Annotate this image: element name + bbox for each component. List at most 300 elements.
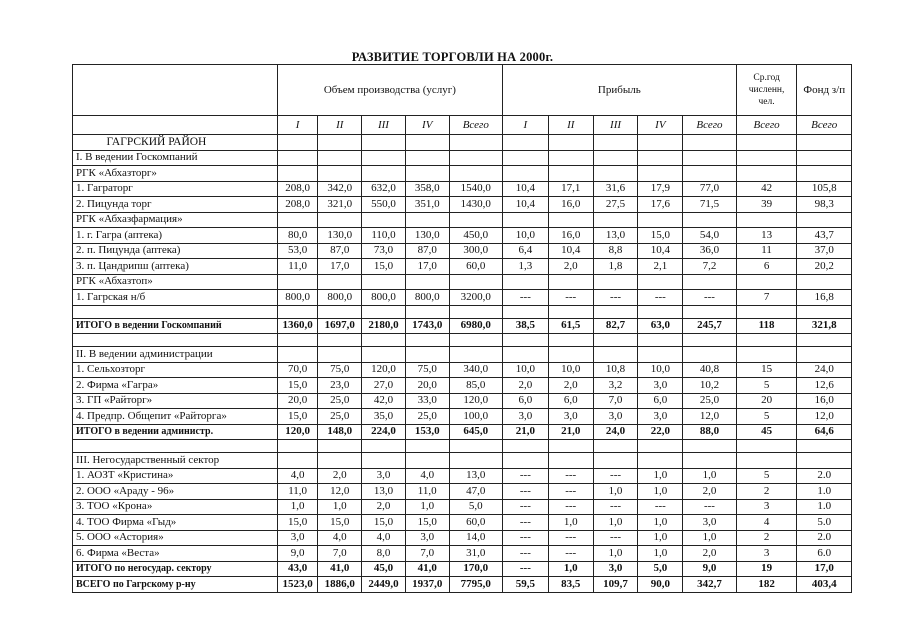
value-cell: 3 bbox=[736, 499, 797, 515]
value-cell bbox=[449, 212, 502, 228]
value-cell: 2.0 bbox=[797, 468, 852, 484]
value-cell bbox=[736, 274, 797, 290]
value-cell: 632,0 bbox=[362, 181, 406, 197]
value-cell: 2180,0 bbox=[362, 318, 406, 334]
section-row bbox=[73, 212, 852, 228]
value-cell bbox=[449, 305, 502, 318]
value-cell: 3,0 bbox=[362, 468, 406, 484]
value-cell: --- bbox=[593, 468, 638, 484]
value-cell bbox=[318, 135, 362, 151]
value-cell bbox=[362, 453, 406, 469]
value-cell: 1.0 bbox=[797, 499, 852, 515]
value-cell bbox=[638, 305, 683, 318]
value-cell: 27,0 bbox=[362, 378, 406, 394]
value-cell bbox=[797, 212, 852, 228]
value-cell bbox=[449, 166, 502, 182]
header-production: Объем производства (услуг) bbox=[277, 65, 502, 116]
value-cell: --- bbox=[593, 530, 638, 546]
value-cell: 45,0 bbox=[362, 561, 406, 577]
value-cell: 1,3 bbox=[502, 259, 548, 275]
total-row bbox=[73, 424, 852, 440]
value-cell: 1,0 bbox=[405, 499, 449, 515]
value-cell: 1,0 bbox=[593, 515, 638, 531]
value-cell: --- bbox=[502, 530, 548, 546]
value-cell bbox=[683, 347, 736, 363]
value-cell bbox=[593, 440, 638, 453]
value-cell: 4,0 bbox=[318, 530, 362, 546]
value-cell: 31,0 bbox=[449, 546, 502, 562]
value-cell: 208,0 bbox=[277, 181, 318, 197]
value-cell bbox=[638, 347, 683, 363]
row-name-cell: ГАГРСКИЙ РАЙОН bbox=[73, 135, 278, 151]
trade-development-table bbox=[72, 64, 852, 593]
value-cell: 1,0 bbox=[548, 561, 593, 577]
value-cell: 2,0 bbox=[548, 259, 593, 275]
value-cell: 25,0 bbox=[318, 409, 362, 425]
value-cell: 43,7 bbox=[797, 228, 852, 244]
value-cell: 45 bbox=[736, 424, 797, 440]
value-cell: --- bbox=[593, 499, 638, 515]
value-cell bbox=[797, 440, 852, 453]
value-cell bbox=[736, 305, 797, 318]
value-cell: 7,0 bbox=[593, 393, 638, 409]
value-cell: 800,0 bbox=[362, 290, 406, 306]
value-cell: 88,0 bbox=[683, 424, 736, 440]
value-cell bbox=[593, 305, 638, 318]
value-cell: 1743,0 bbox=[405, 318, 449, 334]
value-cell: --- bbox=[548, 546, 593, 562]
header-row-groups bbox=[73, 65, 852, 116]
value-cell: 153,0 bbox=[405, 424, 449, 440]
value-cell bbox=[362, 305, 406, 318]
value-cell bbox=[683, 212, 736, 228]
value-cell: 59,5 bbox=[502, 577, 548, 593]
row-name-cell: РГК «Абхазтоп» bbox=[73, 274, 278, 290]
value-cell: 1,0 bbox=[638, 468, 683, 484]
row-name-cell: 6. Фирма «Веста» bbox=[73, 546, 278, 562]
region-row bbox=[73, 135, 852, 151]
spacer-row bbox=[73, 440, 852, 453]
value-cell bbox=[548, 305, 593, 318]
table-row bbox=[73, 181, 852, 197]
table-row bbox=[73, 362, 852, 378]
value-cell: 36,0 bbox=[683, 243, 736, 259]
row-name-cell: 1. Сельхозторг bbox=[73, 362, 278, 378]
value-cell: 42,0 bbox=[362, 393, 406, 409]
value-cell: 15,0 bbox=[638, 228, 683, 244]
value-cell: 11,0 bbox=[277, 484, 318, 500]
value-cell: 340,0 bbox=[449, 362, 502, 378]
value-cell: 20,0 bbox=[405, 378, 449, 394]
value-cell: 1,8 bbox=[593, 259, 638, 275]
value-cell: 35,0 bbox=[362, 409, 406, 425]
value-cell: 5,0 bbox=[449, 499, 502, 515]
value-cell: 17,6 bbox=[638, 197, 683, 213]
row-name-cell: ВСЕГО по Гагрскому р-ну bbox=[73, 577, 278, 593]
value-cell: 17,0 bbox=[405, 259, 449, 275]
value-cell bbox=[405, 453, 449, 469]
value-cell bbox=[548, 274, 593, 290]
value-cell: 87,0 bbox=[318, 243, 362, 259]
value-cell: 39 bbox=[736, 197, 797, 213]
value-cell: 2.0 bbox=[797, 530, 852, 546]
value-cell: 12,0 bbox=[318, 484, 362, 500]
value-cell bbox=[683, 150, 736, 166]
value-cell: 2,0 bbox=[502, 378, 548, 394]
value-cell: 11,0 bbox=[277, 259, 318, 275]
header-profit: Прибыль bbox=[502, 65, 736, 116]
value-cell: 120,0 bbox=[449, 393, 502, 409]
value-cell bbox=[593, 453, 638, 469]
value-cell bbox=[683, 453, 736, 469]
value-cell: 15,0 bbox=[277, 409, 318, 425]
value-cell bbox=[548, 453, 593, 469]
value-cell bbox=[502, 212, 548, 228]
row-name-cell: 4. ТОО Фирма «Гыд» bbox=[73, 515, 278, 531]
value-cell bbox=[318, 347, 362, 363]
row-name-cell bbox=[73, 305, 278, 318]
value-cell: --- bbox=[548, 499, 593, 515]
value-cell: 25,0 bbox=[683, 393, 736, 409]
value-cell bbox=[502, 305, 548, 318]
value-cell: 61,5 bbox=[548, 318, 593, 334]
value-cell: 351,0 bbox=[405, 197, 449, 213]
table-row bbox=[73, 378, 852, 394]
value-cell: 2,0 bbox=[362, 499, 406, 515]
value-cell: 1360,0 bbox=[277, 318, 318, 334]
value-cell: 80,0 bbox=[277, 228, 318, 244]
value-cell bbox=[736, 347, 797, 363]
value-cell bbox=[593, 212, 638, 228]
value-cell bbox=[449, 334, 502, 347]
value-cell: 73,0 bbox=[362, 243, 406, 259]
table-row bbox=[73, 243, 852, 259]
value-cell: 109,7 bbox=[593, 577, 638, 593]
value-cell: 2,0 bbox=[318, 468, 362, 484]
section-row bbox=[73, 166, 852, 182]
table-row bbox=[73, 290, 852, 306]
value-cell: 22,0 bbox=[638, 424, 683, 440]
profit-q-total-header: Всего bbox=[683, 116, 736, 135]
value-cell: 358,0 bbox=[405, 181, 449, 197]
value-cell bbox=[548, 212, 593, 228]
value-cell bbox=[502, 166, 548, 182]
value-cell: 24,0 bbox=[797, 362, 852, 378]
value-cell: 37,0 bbox=[797, 243, 852, 259]
value-cell bbox=[638, 453, 683, 469]
value-cell bbox=[277, 150, 318, 166]
value-cell: 6,0 bbox=[502, 393, 548, 409]
value-cell bbox=[683, 135, 736, 151]
value-cell bbox=[638, 212, 683, 228]
value-cell bbox=[638, 440, 683, 453]
value-cell: 33,0 bbox=[405, 393, 449, 409]
value-cell bbox=[362, 135, 406, 151]
total-row bbox=[73, 577, 852, 593]
value-cell bbox=[318, 305, 362, 318]
row-name-cell bbox=[73, 440, 278, 453]
value-cell bbox=[797, 347, 852, 363]
value-cell bbox=[797, 334, 852, 347]
value-cell: 1.0 bbox=[797, 484, 852, 500]
value-cell bbox=[502, 453, 548, 469]
table-row bbox=[73, 530, 852, 546]
value-cell bbox=[797, 305, 852, 318]
value-cell: --- bbox=[683, 290, 736, 306]
value-cell bbox=[318, 440, 362, 453]
value-cell: 3,0 bbox=[548, 409, 593, 425]
value-cell: 130,0 bbox=[405, 228, 449, 244]
production-q1-header: I bbox=[277, 116, 318, 135]
value-cell: 11 bbox=[736, 243, 797, 259]
table-row bbox=[73, 515, 852, 531]
value-cell: 25,0 bbox=[318, 393, 362, 409]
row-name-cell: ИТОГО в ведении администр. bbox=[73, 424, 278, 440]
value-cell bbox=[449, 150, 502, 166]
row-name-cell: 2. ООО «Араду - 96» bbox=[73, 484, 278, 500]
value-cell bbox=[362, 347, 406, 363]
value-cell bbox=[502, 135, 548, 151]
value-cell: --- bbox=[593, 290, 638, 306]
value-cell: 17,0 bbox=[318, 259, 362, 275]
value-cell: --- bbox=[502, 546, 548, 562]
value-cell bbox=[362, 274, 406, 290]
value-cell bbox=[277, 135, 318, 151]
value-cell: 550,0 bbox=[362, 197, 406, 213]
value-cell: 41,0 bbox=[318, 561, 362, 577]
value-cell bbox=[683, 274, 736, 290]
value-cell: 10,4 bbox=[638, 243, 683, 259]
value-cell: 71,5 bbox=[683, 197, 736, 213]
value-cell bbox=[277, 334, 318, 347]
value-cell: 20,2 bbox=[797, 259, 852, 275]
value-cell: 17,0 bbox=[797, 561, 852, 577]
value-cell bbox=[318, 150, 362, 166]
value-cell: 19 bbox=[736, 561, 797, 577]
document-title: РАЗВИТИЕ ТОРГОВЛИ НА 2000г. bbox=[351, 50, 554, 64]
value-cell: 6,0 bbox=[638, 393, 683, 409]
value-cell: 16,0 bbox=[797, 393, 852, 409]
value-cell: --- bbox=[502, 561, 548, 577]
value-cell: 3,0 bbox=[593, 409, 638, 425]
profit-q1-header: I bbox=[502, 116, 548, 135]
value-cell: 83,5 bbox=[548, 577, 593, 593]
value-cell bbox=[797, 135, 852, 151]
value-cell bbox=[405, 135, 449, 151]
value-cell: 60,0 bbox=[449, 515, 502, 531]
value-cell: 6,0 bbox=[548, 393, 593, 409]
value-cell: 3 bbox=[736, 546, 797, 562]
value-cell: 2,0 bbox=[683, 546, 736, 562]
value-cell bbox=[797, 274, 852, 290]
value-cell: --- bbox=[502, 499, 548, 515]
table-row bbox=[73, 546, 852, 562]
value-cell: 1523,0 bbox=[277, 577, 318, 593]
section-row bbox=[73, 150, 852, 166]
value-cell: 13 bbox=[736, 228, 797, 244]
value-cell: 342,0 bbox=[318, 181, 362, 197]
value-cell bbox=[405, 212, 449, 228]
avg-staff-total-header: Всего bbox=[736, 116, 797, 135]
wage-fund-total-header: Всего bbox=[797, 116, 852, 135]
value-cell: 98,3 bbox=[797, 197, 852, 213]
value-cell: 120,0 bbox=[277, 424, 318, 440]
value-cell: --- bbox=[638, 290, 683, 306]
value-cell: 75,0 bbox=[405, 362, 449, 378]
production-q2-header: II bbox=[318, 116, 362, 135]
value-cell: 1,0 bbox=[683, 468, 736, 484]
value-cell bbox=[405, 274, 449, 290]
header-row-quarters bbox=[73, 116, 852, 135]
value-cell: 1,0 bbox=[593, 546, 638, 562]
value-cell: 21,0 bbox=[548, 424, 593, 440]
value-cell: --- bbox=[502, 290, 548, 306]
value-cell: 20 bbox=[736, 393, 797, 409]
header-blank-cell bbox=[73, 65, 278, 116]
value-cell: 13,0 bbox=[362, 484, 406, 500]
value-cell: --- bbox=[548, 484, 593, 500]
value-cell: 4,0 bbox=[362, 530, 406, 546]
value-cell bbox=[736, 150, 797, 166]
value-cell: 12,6 bbox=[797, 378, 852, 394]
value-cell: 3,0 bbox=[502, 409, 548, 425]
value-cell: 10,0 bbox=[502, 362, 548, 378]
value-cell: 7,0 bbox=[318, 546, 362, 562]
value-cell: 10,0 bbox=[638, 362, 683, 378]
value-cell bbox=[449, 440, 502, 453]
value-cell: 21,0 bbox=[502, 424, 548, 440]
value-cell bbox=[502, 274, 548, 290]
value-cell: 42 bbox=[736, 181, 797, 197]
value-cell bbox=[318, 334, 362, 347]
value-cell: 3,0 bbox=[638, 378, 683, 394]
spacer-row bbox=[73, 305, 852, 318]
value-cell: 321,0 bbox=[318, 197, 362, 213]
table-row bbox=[73, 197, 852, 213]
value-cell: 110,0 bbox=[362, 228, 406, 244]
value-cell: 82,7 bbox=[593, 318, 638, 334]
value-cell: 8,0 bbox=[362, 546, 406, 562]
value-cell bbox=[502, 440, 548, 453]
value-cell: 20,0 bbox=[277, 393, 318, 409]
value-cell: --- bbox=[548, 530, 593, 546]
value-cell: 47,0 bbox=[449, 484, 502, 500]
value-cell: 130,0 bbox=[318, 228, 362, 244]
value-cell: 41,0 bbox=[405, 561, 449, 577]
row-name-cell: ИТОГО по негосудар. сектору bbox=[73, 561, 278, 577]
value-cell: --- bbox=[548, 468, 593, 484]
value-cell: 800,0 bbox=[405, 290, 449, 306]
value-cell: 1,0 bbox=[638, 484, 683, 500]
value-cell: --- bbox=[683, 499, 736, 515]
value-cell bbox=[736, 212, 797, 228]
value-cell: 12,0 bbox=[683, 409, 736, 425]
value-cell bbox=[548, 150, 593, 166]
value-cell: 15,0 bbox=[277, 378, 318, 394]
value-cell bbox=[736, 334, 797, 347]
value-cell: --- bbox=[548, 290, 593, 306]
spacer-row bbox=[73, 334, 852, 347]
value-cell bbox=[318, 453, 362, 469]
value-cell bbox=[277, 440, 318, 453]
value-cell bbox=[405, 166, 449, 182]
production-q3-header: III bbox=[362, 116, 406, 135]
total-row bbox=[73, 561, 852, 577]
value-cell: 53,0 bbox=[277, 243, 318, 259]
row-name-cell: 2. Фирма «Гагра» bbox=[73, 378, 278, 394]
table-row bbox=[73, 468, 852, 484]
value-cell bbox=[277, 166, 318, 182]
value-cell bbox=[638, 135, 683, 151]
value-cell: 87,0 bbox=[405, 243, 449, 259]
row-name-cell: 3. п. Цандрипш (аптека) bbox=[73, 259, 278, 275]
value-cell: 2,0 bbox=[548, 378, 593, 394]
value-cell bbox=[362, 440, 406, 453]
value-cell: 3200,0 bbox=[449, 290, 502, 306]
value-cell: 10,8 bbox=[593, 362, 638, 378]
value-cell: 23,0 bbox=[318, 378, 362, 394]
value-cell bbox=[362, 150, 406, 166]
value-cell: 3,0 bbox=[683, 515, 736, 531]
value-cell: 105,8 bbox=[797, 181, 852, 197]
row-name-cell: РГК «Абхазторг» bbox=[73, 166, 278, 182]
row-name-cell: II. В ведении администрации bbox=[73, 347, 278, 363]
value-cell bbox=[548, 135, 593, 151]
row-name-cell: I. В ведении Госкомпаний bbox=[73, 150, 278, 166]
row-name-cell: 3. ГП «Райторг» bbox=[73, 393, 278, 409]
section-row bbox=[73, 347, 852, 363]
value-cell bbox=[548, 347, 593, 363]
value-cell: 10,0 bbox=[502, 228, 548, 244]
value-cell bbox=[736, 166, 797, 182]
value-cell bbox=[593, 166, 638, 182]
profit-q3-header: III bbox=[593, 116, 638, 135]
value-cell: 38,5 bbox=[502, 318, 548, 334]
value-cell: 25,0 bbox=[405, 409, 449, 425]
value-cell: 10,2 bbox=[683, 378, 736, 394]
row-name-cell: 3. ТОО «Крона» bbox=[73, 499, 278, 515]
header-wage-fund: Фонд з/п bbox=[797, 65, 852, 116]
value-cell: 342,7 bbox=[683, 577, 736, 593]
value-cell bbox=[362, 212, 406, 228]
value-cell: 2 bbox=[736, 484, 797, 500]
value-cell bbox=[405, 334, 449, 347]
value-cell bbox=[736, 135, 797, 151]
row-name-cell: РГК «Абхазфармация» bbox=[73, 212, 278, 228]
table-row bbox=[73, 484, 852, 500]
value-cell bbox=[593, 274, 638, 290]
row-name-cell: 4. Предпр. Общепит «Райторга» bbox=[73, 409, 278, 425]
value-cell: 3,0 bbox=[638, 409, 683, 425]
value-cell bbox=[449, 135, 502, 151]
value-cell: 5.0 bbox=[797, 515, 852, 531]
value-cell: 11,0 bbox=[405, 484, 449, 500]
value-cell: 2,0 bbox=[683, 484, 736, 500]
value-cell: 40,8 bbox=[683, 362, 736, 378]
value-cell: 1,0 bbox=[277, 499, 318, 515]
profit-q2-header: II bbox=[548, 116, 593, 135]
table-row bbox=[73, 409, 852, 425]
value-cell bbox=[318, 166, 362, 182]
value-cell: --- bbox=[502, 468, 548, 484]
value-cell: 645,0 bbox=[449, 424, 502, 440]
value-cell: 4,0 bbox=[405, 468, 449, 484]
value-cell: 1,0 bbox=[548, 515, 593, 531]
value-cell: 9,0 bbox=[277, 546, 318, 562]
value-cell: 64,6 bbox=[797, 424, 852, 440]
value-cell bbox=[362, 334, 406, 347]
value-cell: 2 bbox=[736, 530, 797, 546]
